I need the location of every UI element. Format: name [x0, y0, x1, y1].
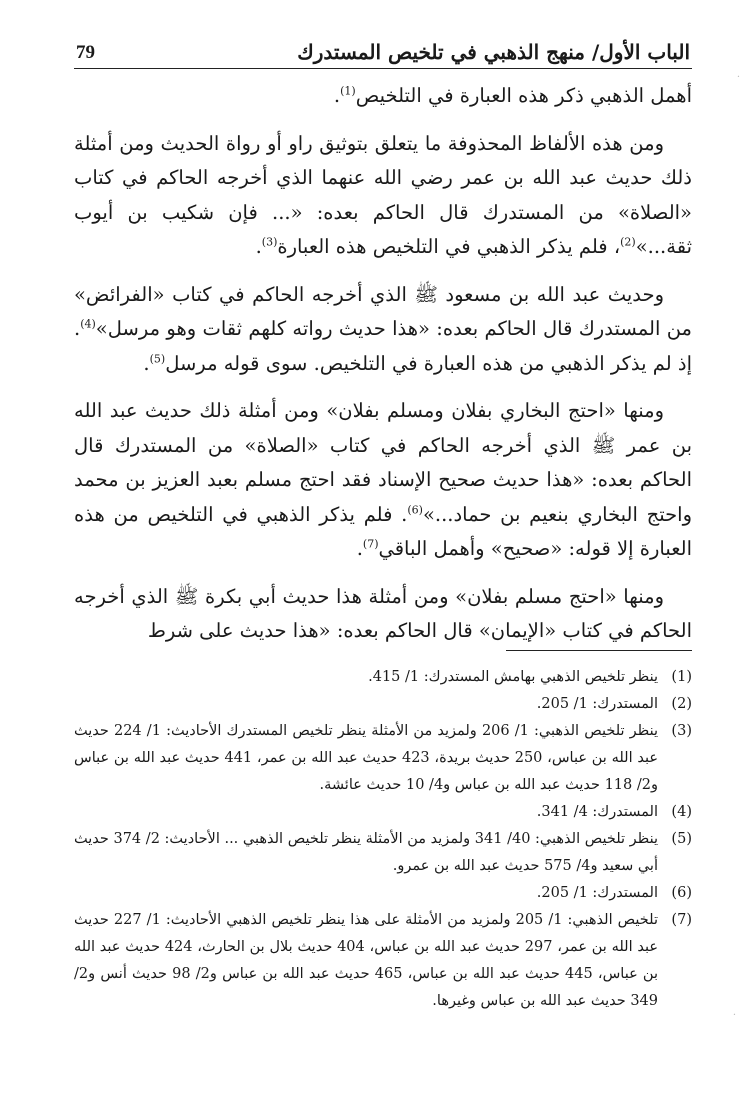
- footnote-item: [74, 718, 692, 799]
- body-paragraph: [74, 394, 692, 567]
- paragraph-text: وحديث عبد الله بن مسعود ﷺ الذي أخرجه الحاكم في كتاب «الفرائض» من المستدرك قال الحاكم بعده: «هذا حديث رواته كلهم ثقات وهو مرسل»: [74, 282, 692, 340]
- running-header: [74, 28, 692, 69]
- footnote-text: ينظر تلخيص الذهبي بهامش المستدرك: 1/ 415.: [368, 669, 658, 685]
- footnote-text: ينظر تلخيص الذهبي: 1/ 206 ولمزيد من الأمثلة ينظر تلخيص المستدرك الأحاديث: 1/ 224 حديث عبد الله بن عباس، 250 حديث بريدة، 423 حديث عبد الله بن عمر، 441 حديث عبد الله بن عباس و2/ 118 حديث عبد الله بن عباس و4/ 10 حديث عائشة.: [74, 723, 658, 793]
- footnotes: [74, 664, 692, 1015]
- footnote-text: المستدرك: 1/ 205.: [536, 696, 658, 712]
- paragraph-text: . فلم يذكر الذهبي في التلخيص من هذه العبارة إلا قوله: «صحيح» وأهمل الباقي: [74, 502, 692, 560]
- paragraph-text: ومنها «احتج مسلم بفلان» ومن أمثلة هذا حديث أبي بكرة ﷺ الذي أخرجه الحاكم في كتاب «الإيمان» قال الحاكم بعده: «هذا حديث على شرط: [74, 584, 692, 642]
- scan-speck: ·: [736, 72, 740, 83]
- footnote-number: (1): [671, 669, 692, 685]
- footnote-number: (5): [671, 831, 692, 847]
- footnote-number: (3): [671, 723, 692, 739]
- paragraph-text: ومن هذه الألفاظ المحذوفة ما يتعلق بتوثيق راو أو رواة الحديث ومن أمثلة ذلك حديث عبد الله بن عمر رضي الله عنهما الذي أخرجه الحاكم في كتاب «الصلاة» من المستدرك قال الحاكم بعده: «... فإن شكيب بن أيوب ثقة...»: [74, 131, 692, 258]
- footnote-separator: [506, 650, 692, 651]
- book-page: [74, 28, 692, 1009]
- footnote-item: [74, 880, 692, 907]
- body-paragraph: [74, 278, 692, 382]
- footnote-item: [74, 664, 692, 691]
- paragraph-text: أهمل الذهبي ذكر هذه العبارة في التلخيص: [355, 84, 692, 107]
- paragraph-text: .: [356, 537, 363, 560]
- footnote-number: (2): [671, 696, 692, 712]
- paragraph-text: ، فلم يذكر الذهبي في التلخيص هذه العبارة: [277, 235, 621, 258]
- footnote-text: المستدرك: 4/ 341.: [536, 804, 658, 820]
- footnote-reference: (3): [261, 235, 278, 249]
- chapter-title: الباب الأول/ منهج الذهبي في تلخيص المستدرك: [297, 40, 690, 64]
- paragraph-text: .: [143, 351, 150, 375]
- footnote-reference: (4): [80, 317, 96, 331]
- paragraph-text: . إذ لم يذكر الذهبي من هذه العبارة في التلخيص. سوى قوله مرسل: [74, 317, 692, 375]
- footnote-reference: (6): [407, 503, 423, 516]
- footnote-item: [74, 907, 692, 1015]
- footnote-number: (7): [671, 912, 692, 928]
- footnote-reference: (2): [620, 235, 636, 249]
- footnote-text: تلخيص الذهبي: 1/ 205 ولمزيد من الأمثلة على هذا ينظر تلخيص الذهبي الأحاديث: 1/ 227 حديث عبد الله بن عمر، 297 حديث عبد الله بن عباس، 404 حديث بلال بن الحارث، 424 حديث عبد الله بن عباس، 445 حديث عبد الله بن عباس، 465 حديث عبد الله بن عباس و2/ 98 حديث أنس و2/ 349 حديث عبد الله بن عباس وغيرها.: [74, 912, 659, 1009]
- footnote-item: [74, 826, 692, 880]
- paragraph-text: .: [255, 235, 262, 258]
- footnote-text: المستدرك: 1/ 205.: [536, 885, 658, 901]
- scan-speck: ·: [732, 1010, 736, 1021]
- footnote-reference: (1): [340, 84, 356, 98]
- body-paragraph: [74, 79, 692, 114]
- footnote-item: [74, 799, 692, 826]
- body-paragraph: [74, 580, 692, 649]
- footnote-number: (6): [671, 885, 692, 901]
- body-paragraph: [74, 127, 692, 265]
- paragraph-text: ومنها «احتج البخاري بفلان ومسلم بفلان» ومن أمثلة ذلك حديث عبد الله بن عمر ﷺ الذي أخرجه الحاكم في كتاب «الصلاة» من المستدرك قال الحاكم بعده: «هذا حديث صحيح الإسناد فقد احتج مسلم بعبد العزيز بن محمد واحتج البخاري بنعيم بن حماد...»: [74, 399, 692, 526]
- footnote-reference: (7): [362, 537, 379, 551]
- footnote-number: (4): [671, 804, 692, 820]
- footnote-item: [74, 691, 692, 718]
- paragraph-text: .: [333, 84, 341, 107]
- page-number: 79: [76, 42, 95, 63]
- footnote-reference: (5): [149, 352, 166, 365]
- main-text: [74, 79, 692, 649]
- footnote-text: ينظر تلخيص الذهبي: 40/ 341 ولمزيد من الأمثلة ينظر تلخيص الذهبي ... الأحاديث: 2/ 374 حديث أبي سعيد و4/ 575 حديث عبد الله بن عمرو.: [74, 831, 658, 874]
